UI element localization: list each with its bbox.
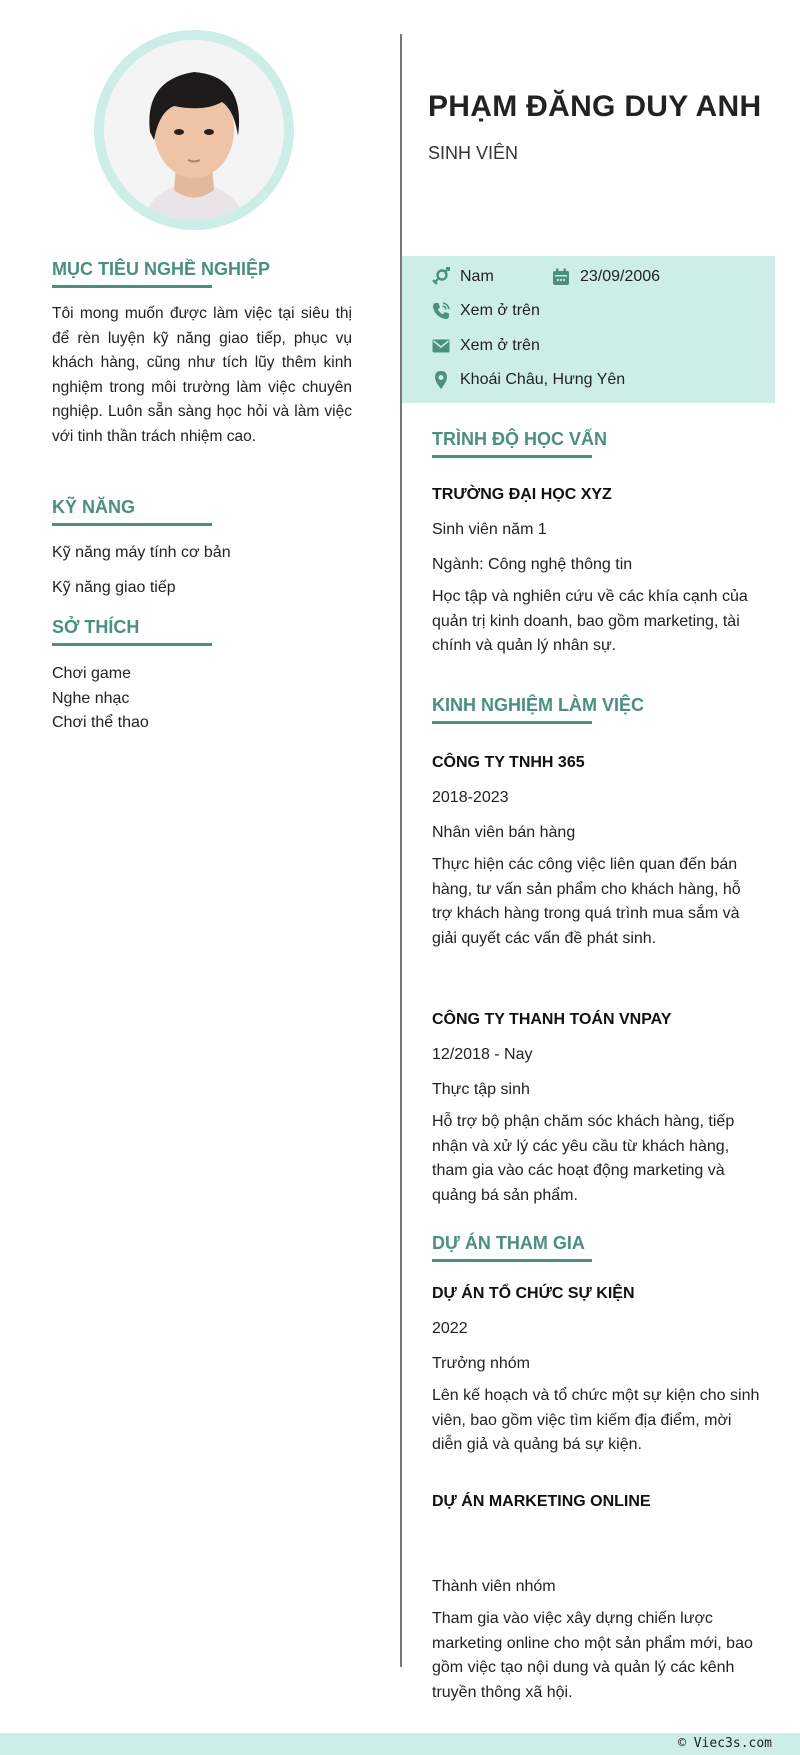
birthday-value: 23/09/2006 bbox=[580, 268, 661, 285]
skill-item: Kỹ năng giao tiếp bbox=[52, 579, 176, 596]
email-icon bbox=[430, 335, 452, 357]
hobby-item: Chơi thể thao bbox=[52, 714, 149, 731]
address-value: Khoái Châu, Hưng Yên bbox=[460, 371, 626, 388]
hobbies-section bbox=[52, 616, 352, 736]
full-name: PHẠM ĐĂNG DUY ANH bbox=[428, 90, 762, 123]
phone-value: Xem ở trên bbox=[460, 302, 540, 319]
location-pin-icon bbox=[430, 369, 452, 391]
projects-title: DỰ ÁN THAM GIA bbox=[432, 1233, 585, 1253]
experience-item bbox=[432, 1011, 762, 1208]
hobby-item: Chơi game bbox=[52, 665, 131, 682]
project-name: DỰ ÁN TỔ CHỨC SỰ KIỆN bbox=[432, 1285, 635, 1302]
skills-underline bbox=[52, 523, 212, 526]
company-name: CÔNG TY THANH TOÁN VNPAY bbox=[432, 1011, 672, 1028]
education-title: TRÌNH ĐỘ HỌC VẤN bbox=[432, 429, 607, 449]
job-title: SINH VIÊN bbox=[428, 143, 519, 163]
gender-value: Nam bbox=[460, 268, 494, 285]
project-item bbox=[432, 1493, 762, 1705]
gender-row bbox=[430, 266, 494, 288]
education-description: Học tập và nghiên cứu về các khía cạnh của quản trị kinh doanh, bao gồm marketing, tài chính và quản lý nhân sự. bbox=[432, 588, 748, 654]
hobby-item: Nghe nhạc bbox=[52, 689, 130, 707]
profile-photo-ring bbox=[94, 30, 294, 230]
project-period bbox=[432, 1526, 762, 1548]
school-name: TRƯỜNG ĐẠI HỌC XYZ bbox=[432, 486, 612, 503]
birthday-row bbox=[550, 266, 660, 288]
footer-bar bbox=[0, 1733, 800, 1755]
phone-row bbox=[430, 300, 540, 322]
education-year: Sinh viên năm 1 bbox=[432, 521, 547, 538]
experience-position: Thực tập sinh bbox=[432, 1081, 530, 1098]
education-section bbox=[432, 428, 762, 659]
hobbies-title: SỞ THÍCH bbox=[52, 617, 140, 637]
gender-icon bbox=[430, 266, 452, 288]
experience-description: Thực hiện các công việc liên quan đến bán hàng, tư vấn sản phẩm cho khách hàng, hỗ trợ khách hàng trong quá trình mua sắm và giải quyết các vấn đề phát sinh. bbox=[432, 856, 741, 947]
hobbies-underline bbox=[52, 643, 212, 646]
project-description: Lên kế hoạch và tổ chức một sự kiện cho sinh viên, bao gồm việc tìm kiếm địa điểm, mời diễn giả và quảng bá sự kiện. bbox=[432, 1387, 760, 1453]
projects-underline bbox=[432, 1259, 592, 1262]
email-value: Xem ở trên bbox=[460, 337, 540, 354]
objective-title: MỤC TIÊU NGHỀ NGHIỆP bbox=[52, 259, 271, 279]
company-name: CÔNG TY TNHH 365 bbox=[432, 754, 585, 771]
experience-section bbox=[432, 694, 762, 724]
address-row bbox=[430, 369, 625, 391]
projects-section bbox=[432, 1232, 762, 1262]
objective-underline bbox=[52, 285, 212, 288]
objective-section bbox=[52, 258, 352, 449]
experience-underline bbox=[432, 721, 592, 724]
objective-text: Tôi mong muốn được làm việc tại siêu thị để rèn luyện kỹ năng giao tiếp, phục vụ khách hàng, cũng như tích lũy thêm kinh nghiệm trong môi trường làm việc chuyên nghiệp. Luôn sẵn sàng học hỏi và làm việc với tinh thần trách nhiệm cao. bbox=[52, 305, 352, 445]
phone-icon bbox=[430, 300, 452, 322]
education-major: Ngành: Công nghệ thông tin bbox=[432, 556, 633, 573]
project-role: Trưởng nhóm bbox=[432, 1355, 530, 1372]
experience-description: Hỗ trợ bộ phận chăm sóc khách hàng, tiếp nhận và xử lý các yêu cầu từ khách hàng, tham gia vào các hoạt động marketing và quảng bá sản phẩm. bbox=[432, 1113, 735, 1204]
experience-item bbox=[432, 754, 762, 951]
avatar-portrait-icon bbox=[104, 40, 284, 220]
project-description: Tham gia vào việc xây dựng chiến lược marketing online cho một sản phẩm mới, bao gồm việc tạo nội dung và quản lý các kênh truyền thông xã hội. bbox=[432, 1610, 753, 1701]
experience-position: Nhân viên bán hàng bbox=[432, 824, 576, 841]
experience-period: 12/2018 - Nay bbox=[432, 1046, 533, 1063]
project-name: DỰ ÁN MARKETING ONLINE bbox=[432, 1493, 651, 1510]
calendar-icon bbox=[550, 266, 572, 288]
profile-photo bbox=[104, 40, 284, 220]
footer-copyright[interactable]: © Viec3s.com bbox=[678, 1736, 772, 1751]
project-item bbox=[432, 1285, 762, 1458]
experience-title: KINH NGHIỆM LÀM VIỆC bbox=[432, 695, 645, 715]
project-period: 2022 bbox=[432, 1320, 468, 1337]
skills-title: KỸ NĂNG bbox=[52, 497, 136, 517]
experience-period: 2018-2023 bbox=[432, 789, 509, 806]
email-row bbox=[430, 335, 540, 357]
skills-section bbox=[52, 496, 352, 599]
project-role: Thành viên nhóm bbox=[432, 1578, 556, 1595]
education-underline bbox=[432, 455, 592, 458]
skill-item: Kỹ năng máy tính cơ bản bbox=[52, 544, 231, 561]
contact-info-box bbox=[402, 256, 775, 403]
